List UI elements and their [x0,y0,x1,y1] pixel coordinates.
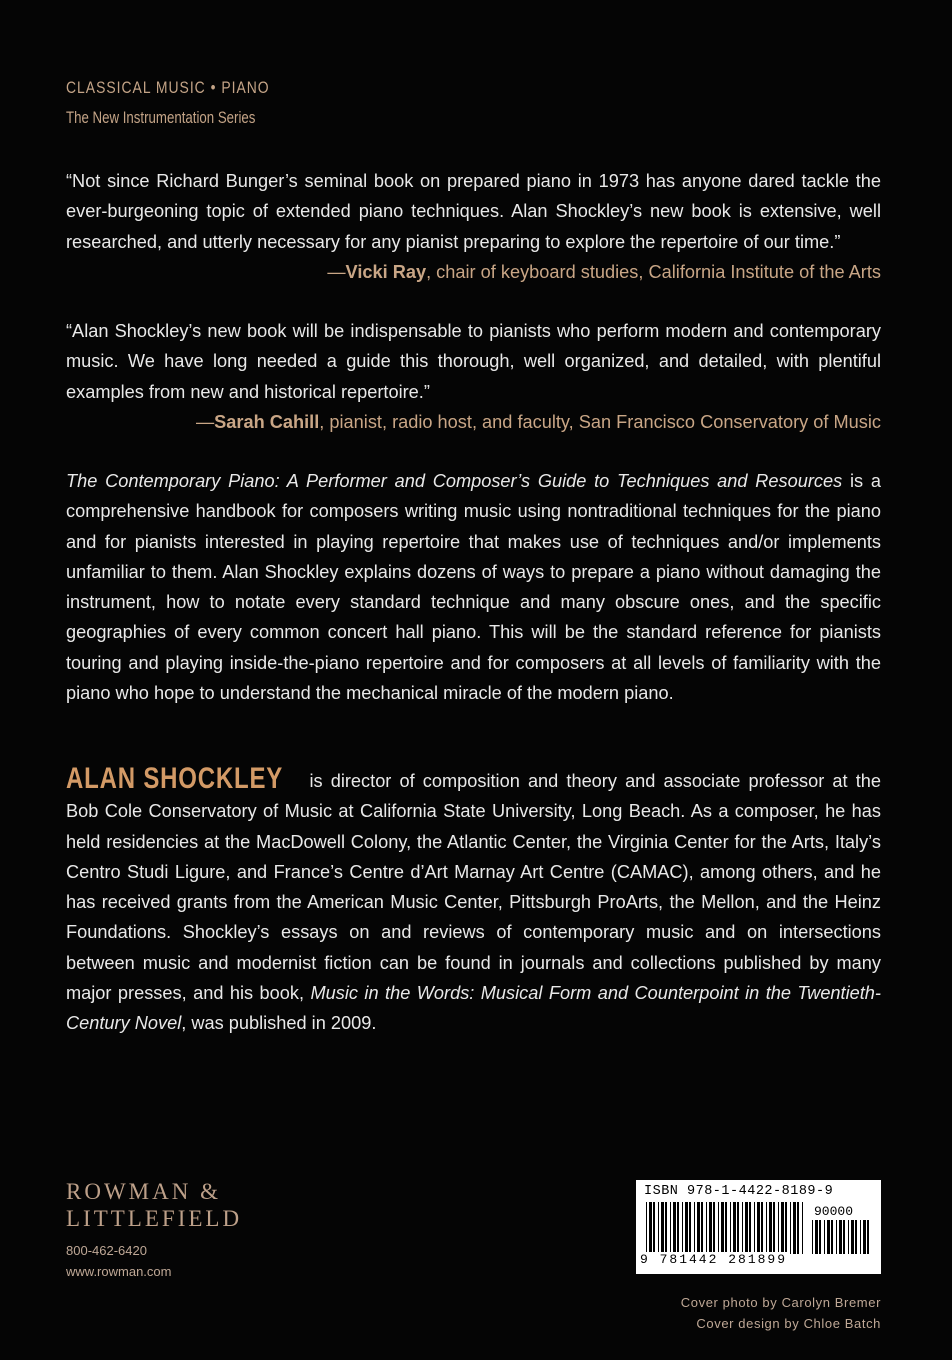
barcode-bar [790,1202,791,1254]
barcode-bar [778,1202,779,1254]
barcode-bar [730,1202,731,1254]
ean-digits: 9 781442 281899 [640,1252,788,1267]
quote-attribution [66,257,881,287]
barcode-bar [694,1202,695,1254]
barcode-bar [812,1220,813,1254]
barcode-bar [839,1220,842,1254]
barcode-bar [742,1202,743,1254]
barcode-bar [848,1220,849,1254]
series-category: CLASSICAL MUSIC • PIANO [66,78,270,97]
barcode-bar [653,1202,655,1254]
barcode-bar [658,1202,659,1254]
publisher-phone: 800-462-6420 [66,1243,147,1258]
barcode-bar [836,1220,837,1254]
barcode-bar [673,1202,676,1254]
barcode-bar [757,1202,760,1254]
barcode-bar [737,1202,739,1254]
barcode-bar [797,1202,799,1254]
quote-text: “Alan Shockley’s new book will be indispensable to pianists who perform modern and contemporary music. We have long needed a guide this thorough, well organized, and detailed, with plentiful examples from new and historical repertoire.” [66,321,881,402]
barcode-bar [709,1202,712,1254]
quote-affiliation: , chair of keyboard studies, California Institute of the Arts [426,261,881,282]
barcode-bar [649,1202,652,1254]
cover-credits [681,1292,881,1334]
barcode-bar [793,1202,796,1254]
quote-author: Vicki Ray [345,261,427,282]
addon-barcode-bars-icon [812,1220,874,1254]
barcode-bar [863,1220,866,1254]
description-body: is a comprehensive handbook for composers writing music using nontraditional techniques for the piano and for pianists interested in playing repertoire that makes use of techniques and/or implements unfamiliar to them. Alan Shockley explains dozens of ways to prepare a piano without damaging the instrument, how to notate every standard technique and many obscure ones, and the specific geographies of every common concert hall piano. This will be the standard reference for pianists touring and playing inside-the-piano repertoire and for composers at all levels of familiarity with the piano who hope to understand the mechanical miracle of the modern piano. [66,471,881,704]
publisher-logo [66,1178,242,1232]
barcode-bar [677,1202,679,1254]
barcode-bar [815,1220,818,1254]
quote-attribution [66,407,881,437]
barcode-bar [831,1220,833,1254]
bio-text: is director of composition and theory and associate professor at the Bob Cole Conservatory of Music at California State University, Long Beach. As a composer, he has held residencies at the MacDowell Colony, the Atlantic Center, the Virginia Center for the Arts, Italy’s Centro Studi Ligure, and France’s Centre d’Art Marnay Art Centre (CAMAC), among others, and he has received grants from the American Music Center, Pittsburgh ProArts, the Mellon, and the Heinz Foundations. Shockley’s essays on and reviews of contemporary music and on intersections between music and modernist fiction can be found in journals and collections published by many major presses, and his book, [66,771,881,1004]
book-description [66,466,881,708]
barcode-bar [646,1202,647,1254]
barcode-bar [802,1202,803,1254]
quote-text: “Not since Richard Bunger’s seminal book on prepared piano in 1973 has anyone dared tackle the ever-burgeoning topic of extended piano techniques. Alan Shockley’s new book is extensive, well researched, and utterly necessary for any pianist preparing to explore the repertoire of our time.” [66,171,881,252]
barcode-bar [754,1202,755,1254]
price-code: 90000 [814,1204,854,1219]
barcode-bar [860,1220,861,1254]
barcode-bar [749,1202,751,1254]
barcode-bar [773,1202,775,1254]
barcode-bar [855,1220,857,1254]
bio-tail: , was published in 2009. [181,1013,377,1034]
author-bio [66,764,881,1039]
bio-book-title: Music in the Words: Musical Form and Counterpoint in the Twentieth-Century Novel [66,983,881,1034]
barcode-bar [670,1202,671,1254]
barcode-bar [665,1202,667,1254]
barcode-bar [697,1202,700,1254]
barcode-bars-icon [646,1202,806,1254]
barcode-bar [781,1202,784,1254]
barcode-bar [661,1202,664,1254]
cover-photo-credit: Cover photo by Carolyn Bremer [680,1295,881,1310]
barcode-bar [713,1202,715,1254]
barcode-bar [685,1202,688,1254]
quote-author: Sarah Cahill [214,411,320,432]
endorsement-quote [66,166,881,287]
barcode-bar [725,1202,727,1254]
barcode-bar [721,1202,724,1254]
quote-affiliation: , pianist, radio host, and faculty, San Francisco Conservatory of Music [319,411,881,432]
endorsement-quote [66,316,881,437]
barcode-bar [701,1202,703,1254]
barcode-bar [761,1202,763,1254]
publisher-contact [66,1240,171,1282]
barcode-bar [745,1202,748,1254]
barcode-bar [867,1220,869,1254]
barcode-bar [827,1220,830,1254]
attribution-dash: — [327,261,346,282]
barcode-bar [682,1202,683,1254]
barcode-bar [851,1220,854,1254]
barcode-bar [819,1220,821,1254]
publisher-website: www.rowman.com [66,1264,172,1279]
barcode-bar [843,1220,845,1254]
series-name: The New Instrumentation Series [66,108,256,127]
barcode-bar [824,1220,825,1254]
barcode-bar [766,1202,767,1254]
barcode-bar [769,1202,772,1254]
isbn-barcode [636,1180,881,1274]
barcode-bar [733,1202,736,1254]
book-title: The Contemporary Piano: A Performer and Composer’s Guide to Techniques and Resources [66,471,843,491]
publisher-line-1: ROWMAN & [66,1179,221,1204]
author-name: ALAN SHOCKLEY [66,762,284,795]
barcode-bar [785,1202,787,1254]
barcode-bar [718,1202,719,1254]
isbn-text: ISBN 978-1-4422-8189-9 [644,1184,834,1199]
cover-design-credit: Cover design by Chloe Batch [696,1316,881,1331]
barcode-bar [689,1202,691,1254]
publisher-line-2: LITTLEFIELD [66,1206,243,1231]
barcode-bar [706,1202,707,1254]
attribution-dash: — [195,411,215,432]
